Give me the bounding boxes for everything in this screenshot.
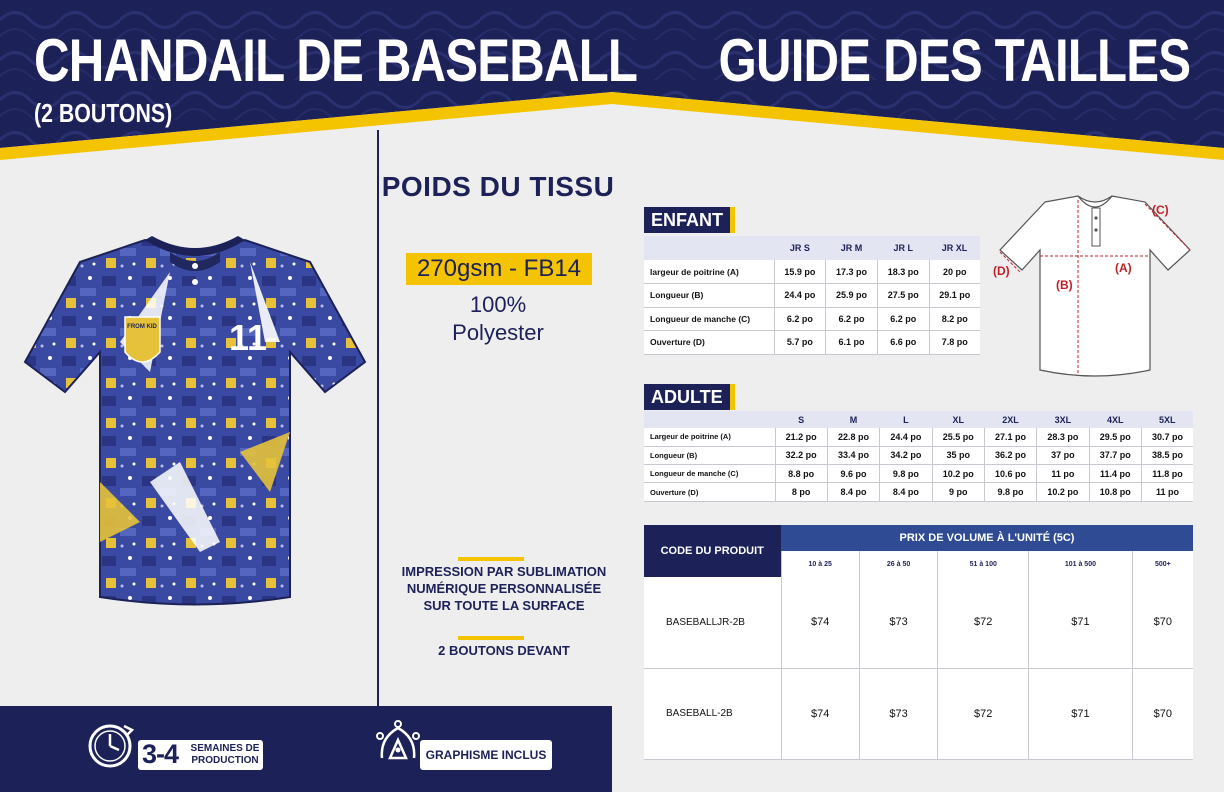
table-header: JR S — [774, 236, 826, 260]
price-cell: $74 — [781, 577, 859, 668]
vertical-divider — [377, 130, 379, 706]
table-header: S — [775, 411, 827, 428]
crest-text: FROM KID — [127, 324, 157, 330]
table-cell: 22.8 po — [827, 428, 879, 446]
table-cell: 25.5 po — [932, 428, 984, 446]
table-row — [644, 284, 980, 308]
table-row — [644, 668, 1193, 759]
table-cell: 8.8 po — [775, 465, 827, 483]
adulte-label: ADULTE — [644, 384, 730, 410]
price-cell: $72 — [938, 577, 1029, 668]
price-cell: $71 — [1029, 577, 1132, 668]
material-name: Polyester — [452, 320, 544, 345]
table-cell: 8.2 po — [929, 307, 980, 331]
price-cell: $73 — [859, 577, 937, 668]
row-label: Ouverture (D) — [644, 331, 774, 355]
table-cell: 30.7 po — [1141, 428, 1193, 446]
design-included-badge: GRAPHISME INCLUS — [420, 740, 552, 770]
production-time-badge — [138, 740, 263, 770]
table-cell: 10.6 po — [984, 465, 1036, 483]
table-cell: 11 po — [1141, 483, 1193, 501]
diagram-label-a: (A) — [1115, 261, 1132, 275]
table-cell: 35 po — [932, 446, 984, 464]
feature-buttons: 2 BOUTONS DEVANT — [438, 643, 570, 658]
table-cell: 24.4 po — [774, 284, 826, 308]
pen-tool-icon — [374, 718, 422, 770]
row-label: Longueur de manche (C) — [644, 307, 774, 331]
quantity-header: 10 à 25 — [781, 551, 859, 577]
table-cell: 10.2 po — [932, 465, 984, 483]
price-cell: $70 — [1132, 577, 1193, 668]
table-header: JR L — [877, 236, 929, 260]
table-cell: 37.7 po — [1089, 446, 1141, 464]
table-cell: 25.9 po — [826, 284, 878, 308]
table-header: 4XL — [1089, 411, 1141, 428]
row-label: Longueur de manche (C) — [644, 465, 775, 483]
table-row — [644, 465, 1193, 483]
feature-print: IMPRESSION PAR SUBLIMATION NUMÉRIQUE PERSONNALISÉE SUR TOUTE LA SURFACE — [401, 564, 607, 613]
table-row — [644, 446, 1193, 464]
measurement-diagram — [990, 190, 1200, 382]
table-header — [644, 236, 774, 260]
table-cell: 11 po — [1037, 465, 1089, 483]
table-cell: 36.2 po — [984, 446, 1036, 464]
price-cell: $74 — [781, 668, 859, 759]
table-cell: 29.5 po — [1089, 428, 1141, 446]
feature-divider — [458, 636, 524, 640]
quantity-header: 26 à 50 — [859, 551, 937, 577]
table-header-row — [644, 236, 980, 260]
table-cell: 6.6 po — [877, 331, 929, 355]
price-cell: $73 — [859, 668, 937, 759]
table-cell: 10.2 po — [1037, 483, 1089, 501]
price-cell: $71 — [1029, 668, 1132, 759]
table-row — [644, 483, 1193, 501]
row-label: Ouverture (D) — [644, 483, 775, 501]
table-cell: 8.4 po — [827, 483, 879, 501]
quantity-header: 101 à 500 — [1029, 551, 1132, 577]
table-cell: 33.4 po — [827, 446, 879, 464]
row-label: Longueur (B) — [644, 284, 774, 308]
fabric-weight-title: POIDS DU TISSU — [381, 171, 615, 202]
jersey-image — [20, 232, 370, 612]
quantity-header: 500+ — [1132, 551, 1193, 577]
material-percent: 100% — [469, 292, 527, 317]
table-cell: 6.2 po — [826, 307, 878, 331]
table-cell: 28.3 po — [1037, 428, 1089, 446]
table-cell: 20 po — [929, 260, 980, 284]
feature-divider — [458, 557, 524, 561]
table-cell: 9.8 po — [880, 465, 932, 483]
production-label: SEMAINES DE PRODUCTION — [190, 743, 260, 766]
table-cell: 9 po — [932, 483, 984, 501]
table-cell: 5.7 po — [774, 331, 826, 355]
table-cell: 10.8 po — [1089, 483, 1141, 501]
product-code-header: CODE DU PRODUIT — [644, 525, 781, 577]
table-cell: 6.2 po — [877, 307, 929, 331]
table-cell: 6.1 po — [826, 331, 878, 355]
table-row — [644, 577, 1193, 668]
page-subtitle: (2 BOUTONS) — [34, 98, 173, 128]
table-cell: 27.1 po — [984, 428, 1036, 446]
row-label: Largeur de poitrine (A) — [644, 428, 775, 446]
table-header-row — [644, 525, 1193, 551]
table-cell: 11.4 po — [1089, 465, 1141, 483]
row-label: Longueur (B) — [644, 446, 775, 464]
fabric-material — [378, 291, 618, 347]
table-cell: 21.2 po — [775, 428, 827, 446]
table-cell: 15.9 po — [774, 260, 826, 284]
enfant-label: ENFANT — [644, 207, 730, 233]
product-code: BASEBALLJR-2B — [644, 577, 781, 668]
table-cell: 8.4 po — [880, 483, 932, 501]
table-cell: 7.8 po — [929, 331, 980, 355]
table-cell: 11.8 po — [1141, 465, 1193, 483]
volume-price-header: PRIX DE VOLUME À L'UNITÉ (5C) — [781, 525, 1193, 551]
enfant-size-table — [644, 236, 980, 355]
row-label: largeur de poitrine (A) — [644, 260, 774, 284]
table-cell: 24.4 po — [880, 428, 932, 446]
table-cell: 29.1 po — [929, 284, 980, 308]
volume-price-table — [644, 525, 1193, 760]
table-header: XL — [932, 411, 984, 428]
diagram-label-c: (C) — [1152, 203, 1169, 217]
table-cell: 18.3 po — [877, 260, 929, 284]
table-header — [644, 411, 775, 428]
table-row — [644, 307, 980, 331]
product-code: BASEBALL-2B — [644, 668, 781, 759]
table-cell: 34.2 po — [880, 446, 932, 464]
clock-icon — [84, 720, 136, 772]
price-cell: $70 — [1132, 668, 1193, 759]
table-cell: 37 po — [1037, 446, 1089, 464]
table-row — [644, 260, 980, 284]
table-row — [644, 428, 1193, 446]
quantity-header: 51 à 100 — [938, 551, 1029, 577]
table-cell: 38.5 po — [1141, 446, 1193, 464]
table-header: 5XL — [1141, 411, 1193, 428]
size-guide-title: GUIDE DES TAILLES — [718, 27, 1190, 94]
table-header: 2XL — [984, 411, 1036, 428]
table-header: L — [880, 411, 932, 428]
table-header: JR XL — [929, 236, 980, 260]
price-cell: $72 — [938, 668, 1029, 759]
table-cell: 6.2 po — [774, 307, 826, 331]
table-header: 3XL — [1037, 411, 1089, 428]
header-banner — [0, 0, 1224, 175]
table-header: JR M — [826, 236, 878, 260]
table-header-row — [644, 411, 1193, 428]
diagram-label-b: (B) — [1056, 278, 1073, 292]
table-cell: 32.2 po — [775, 446, 827, 464]
table-header: M — [827, 411, 879, 428]
table-cell: 27.5 po — [877, 284, 929, 308]
page-title: CHANDAIL DE BASEBALL — [34, 27, 638, 94]
production-weeks: 3-4 — [142, 739, 179, 769]
table-cell: 17.3 po — [826, 260, 878, 284]
adulte-size-table — [644, 411, 1193, 502]
fabric-weight-badge: 270gsm - FB14 — [406, 253, 592, 285]
diagram-label-d: (D) — [993, 264, 1010, 278]
table-cell: 9.8 po — [984, 483, 1036, 501]
table-row — [644, 331, 980, 355]
jersey-number: 11 — [228, 317, 268, 358]
table-cell: 9.6 po — [827, 465, 879, 483]
table-cell: 8 po — [775, 483, 827, 501]
